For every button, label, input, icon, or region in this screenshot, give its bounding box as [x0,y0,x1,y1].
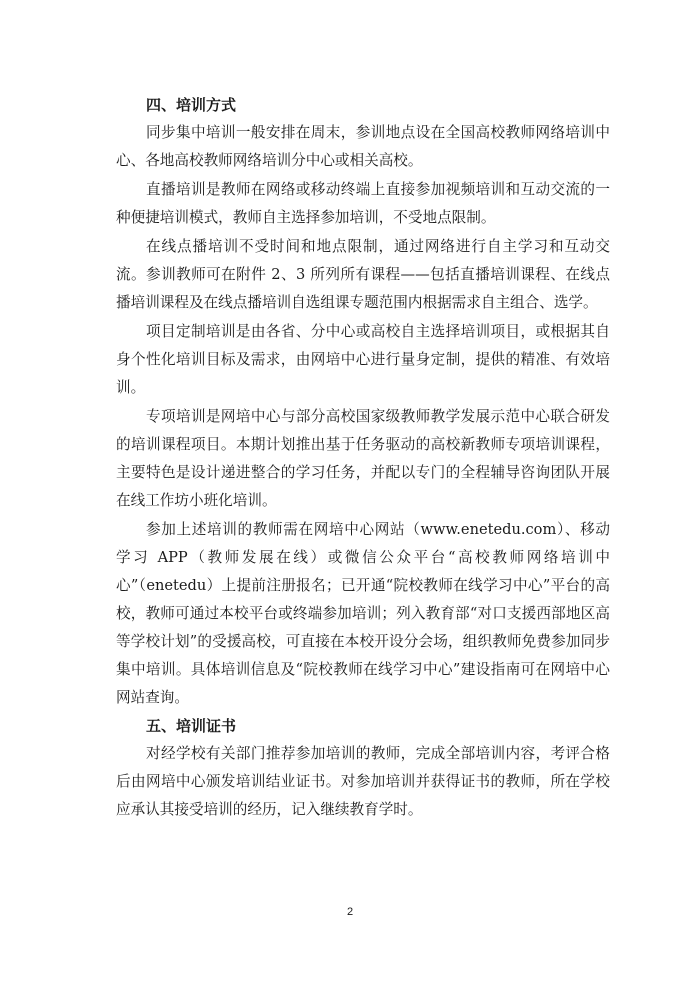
section-heading-training-methods: 四、培训方式 [146,96,237,114]
page-number: 2 [346,906,354,918]
paragraph-registration-info: 参加上述培训的教师需在网培中心网站（www.enetedu.com）、移动学习 APP（教师发展在线）或微信公众平台“高校教师网络培训中心”（enetedu）上提前注册报名；已开通“院校教师在线学习中心”平台的高校，教师可通过本校平台或终端参加培训；列入教育部“对口支援西部地区高等学校计划”的受援高校，可直接在本校开设分会场，组织教师免费参加同步集中培训。具体培训信息及“院校教师在线学习中心”建设指南可在网培中心网站查询。 [116,521,610,706]
paragraph-certificate-info: 对经学校有关部门推荐参加培训的教师，完成全部培训内容，考评合格后由网培中心颁发培训结业证书。对参加培训并获得证书的教师，所在学校应承认其接受培训的经历，记入继续教育学时。 [116,745,610,818]
paragraph-synchronous-training: 同步集中培训一般安排在周末，参训地点设在全国高校教师网络培训中心、各地高校教师网络培训分中心或相关高校。 [116,124,610,169]
paragraph-special-training: 专项培训是网培中心与部分高校国家级教师教学发展示范中心联合研发的培训课程项目。本期计划推出基于任务驱动的高校新教师专项培训课程，主要特色是设计递进整合的学习任务，并配以专门的全程辅导咨询团队开展在线工作坊小班化培训。 [116,408,610,509]
paragraph-live-training: 直播培训是教师在网络或移动终端上直接参加视频培训和互动交流的一种便捷培训模式，教师自主选择参加培训，不受地点限制。 [116,181,610,226]
paragraph-custom-project-training: 项目定制培训是由各省、分中心或高校自主选择培训项目，或根据其自身个性化培训目标及需求，由网培中心进行量身定制，提供的精准、有效培训。 [116,323,610,396]
section-heading-training-certificate: 五、培训证书 [146,717,237,735]
document-body [116,91,610,824]
paragraph-on-demand-training: 在线点播培训不受时间和地点限制，通过网络进行自主学习和互动交流。参训教师可在附件 2、3 所列所有课程——包括直播培训课程、在线点播培训课程及在线点播培训自选组课专题范围内根据需求自主组合、选学。 [116,238,610,311]
